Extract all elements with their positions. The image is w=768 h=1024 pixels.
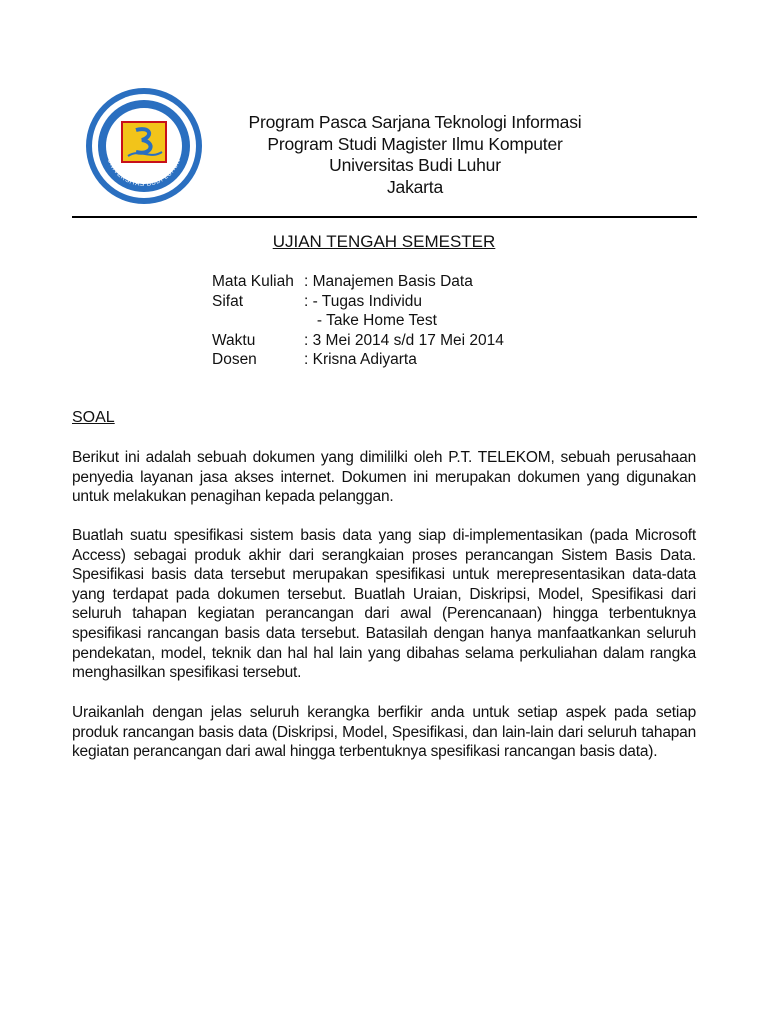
paragraph-1: Berikut ini adalah sebuah dokumen yang dimililki oleh P.T. TELEKOM, sebuah perusahaan penyedia layanan jasa akses internet. Dokumen ini merupakan dokumen yang digunakan untuk melakukan penagihan kepada pelanggan. [72, 449, 696, 506]
info-row-type-2 [212, 311, 504, 331]
info-label [212, 311, 304, 331]
institution-header [230, 112, 600, 198]
exam-title: UJIAN TENGAH SEMESTER [272, 232, 496, 251]
paragraph-3: Uraikanlah dengan jelas seluruh kerangka berfikir anda untuk setiap aspek pada setiap produk rancangan basis data (Diskripsi, Model, Spesifikasi, dan lain-lain dari seluruh tahapan kegiatan perancangan dari awal hingga terbentuknya spesifikasi rancangan basis data). [72, 704, 696, 761]
info-row-lecturer [212, 350, 504, 370]
info-value: : - Tugas Individu [304, 292, 423, 310]
info-value: : Manajemen Basis Data [304, 273, 473, 290]
info-row-time [212, 331, 504, 351]
info-value: : Krisna Adiyarta [304, 351, 417, 368]
exam-info [212, 272, 504, 370]
header-line-study: Program Studi Magister Ilmu Komputer [267, 133, 563, 154]
university-logo [84, 86, 204, 206]
info-value: - Take Home Test [304, 312, 437, 329]
header-line-city: Jakarta [387, 176, 443, 197]
info-label: Mata Kuliah [212, 273, 294, 290]
info-label: Sifat [212, 292, 244, 310]
paragraph-2: Buatlah suatu spesifikasi sistem basis data yang siap di-implementasikan (pada Microsoft Access) sebagai produk akhir dari serangkaian proses perancangan Sistem Basis Data. Spesifikasi basis data tersebut merupakan spesifikasi untuk merepresentasikan data-data yang terdapat pada dokumen tersebut. Buatlah Uraian, Diskripsi, Model, Spesifikasi dari seluruh tahapan kegiatan perancangan dari awal (Perencanaan) hingga terbentuknya spesifikasi rancangan basis data tersebut. Batasilah dengan hanya manfaatkankan seluruh pendekatan, model, teknik dan hal hal lain yang dibahas selama perkuliahan dalam rangka menghasilkan spesifikasi tersebut. [72, 527, 696, 682]
info-label: Dosen [212, 351, 257, 368]
info-row-type [212, 292, 504, 312]
header-line-university: Universitas Budi Luhur [329, 155, 501, 175]
info-row-course [212, 272, 504, 292]
section-heading-soal: SOAL [72, 409, 115, 426]
info-label: Waktu [212, 331, 256, 349]
logo-text: UNIVERSITAS BUDI LUHUR [105, 157, 183, 189]
header-line-program: Program Pasca Sarjana Teknologi Informasi [248, 112, 582, 132]
info-value: : 3 Mei 2014 s/d 17 Mei 2014 [304, 331, 504, 349]
header-divider [72, 216, 697, 218]
